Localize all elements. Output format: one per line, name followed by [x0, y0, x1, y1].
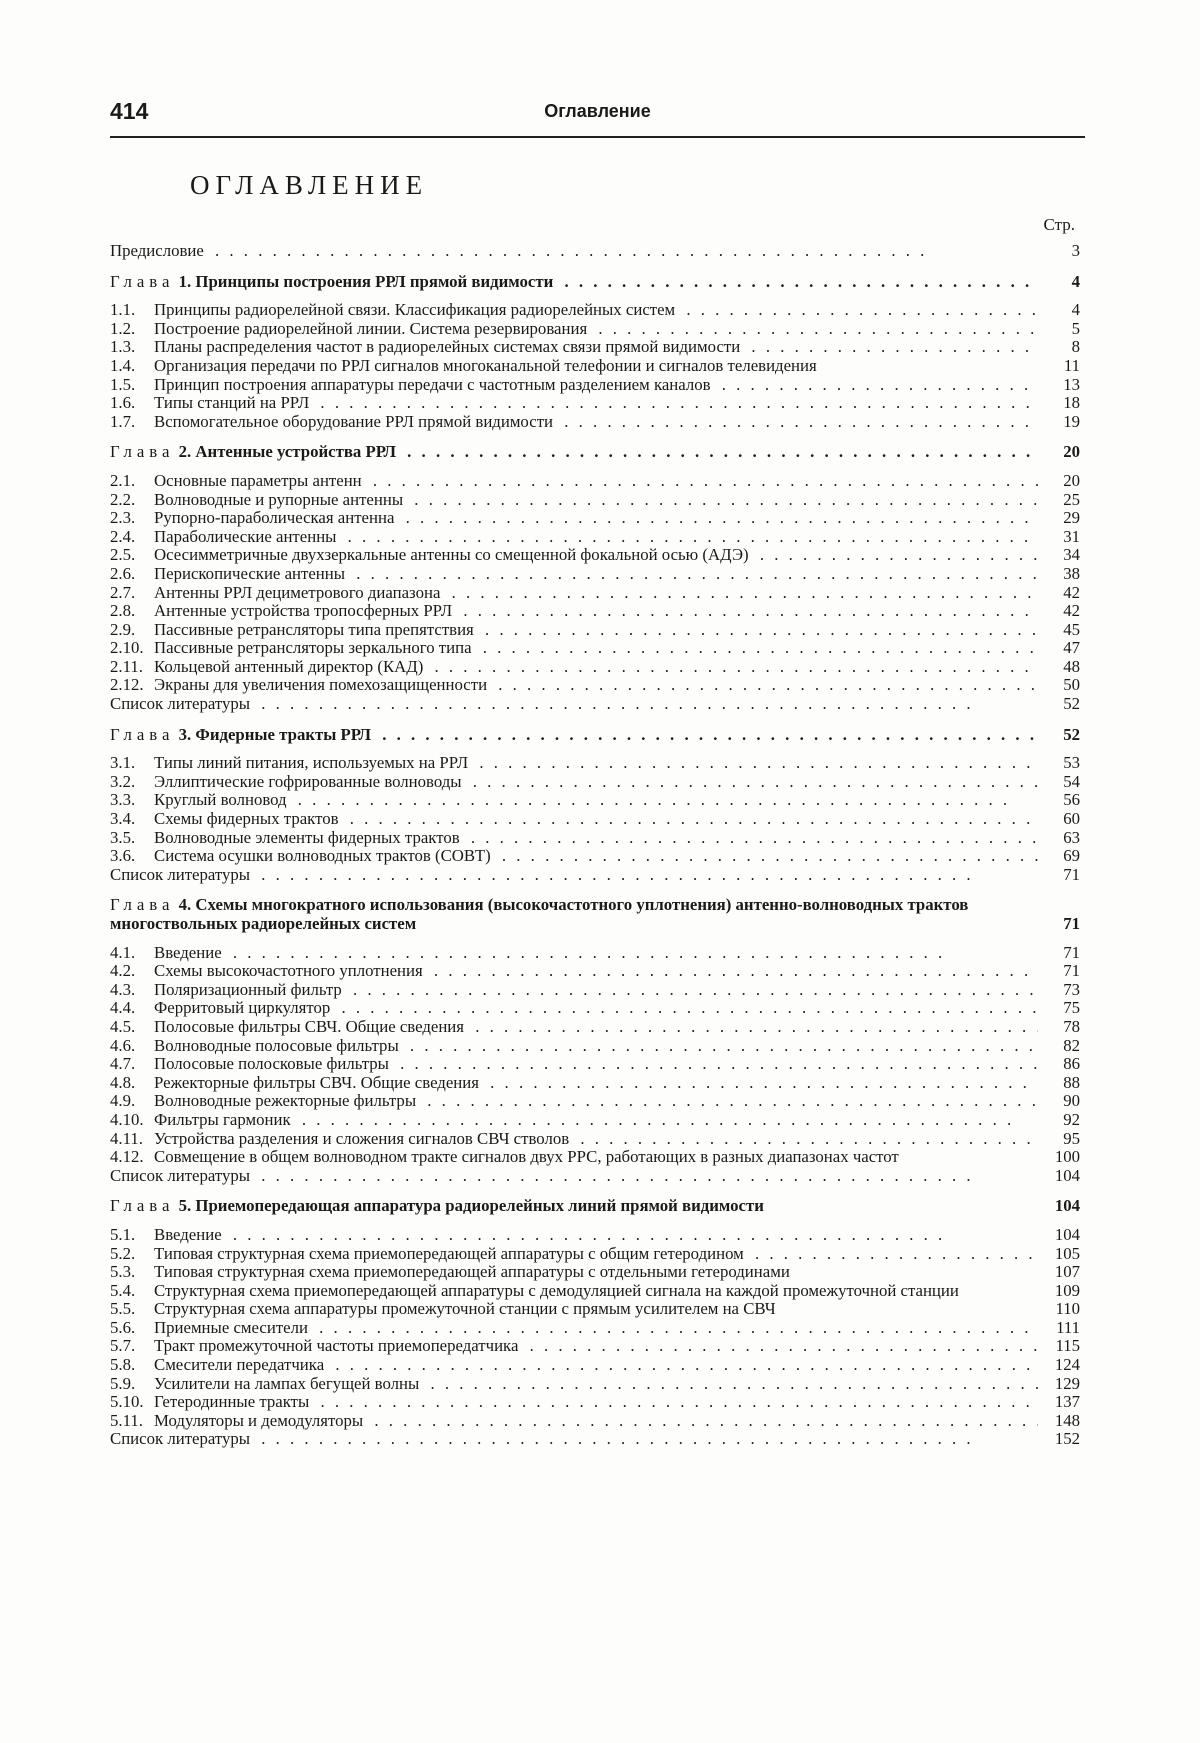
entry-page: 124: [1054, 1355, 1080, 1375]
entry-title: Полосовые полосковые фильтры . .: [154, 1055, 1038, 1074]
entry-page: 152: [1054, 1429, 1080, 1449]
toc-entry: [110, 621, 1080, 640]
entry-page: 8: [1071, 337, 1080, 357]
page-column-label: Стр.: [1043, 215, 1075, 234]
toc-entry: [110, 1300, 1080, 1319]
entry-number: 5.4.: [110, 1280, 136, 1300]
toc-entry: [110, 1282, 1080, 1301]
toc-entry: [110, 1375, 1080, 1394]
entry-title: Антенные устройства тропосферных РРЛ . .: [154, 602, 1038, 621]
entry-page: 110: [1055, 1299, 1080, 1319]
entry-title: Усилители на лампах бегущей волны . .: [154, 1375, 1038, 1394]
entry-page: 109: [1054, 1280, 1080, 1300]
toc-entry: [110, 320, 1080, 339]
entry-page: 11: [1063, 355, 1080, 375]
toc-entry: [110, 394, 1080, 413]
entry-title: [110, 273, 1038, 292]
toc-entry: [110, 1018, 1080, 1037]
entry-number: 5.3.: [110, 1262, 136, 1282]
entry-page: 56: [1063, 790, 1080, 810]
entry-page: 34: [1063, 545, 1080, 565]
entry-page: 100: [1054, 1147, 1080, 1167]
entry-page: 60: [1063, 809, 1080, 829]
page-number: 414: [110, 98, 149, 124]
entry-title: Ферритовый циркулятор . .: [154, 999, 1038, 1018]
entry-title: [110, 896, 1038, 933]
toc-entry: [110, 810, 1080, 829]
entry-number: 4.2.: [110, 961, 136, 981]
entry-title: Волноводные и рупорные антенны . .: [154, 491, 1038, 510]
chapter-word: Глава: [110, 443, 175, 462]
entry-page: 52: [1063, 724, 1080, 744]
entry-number: 4.6.: [110, 1035, 136, 1055]
toc-entry: [110, 1245, 1080, 1264]
entry-title: Приемные смесители . .: [154, 1319, 1038, 1338]
entry-page: 18: [1063, 393, 1080, 413]
chapter-title: 2. Антенные устройства РРЛ: [178, 443, 396, 462]
toc-entry: [110, 1148, 1080, 1167]
toc-entry: [110, 1263, 1080, 1282]
entry-title: Режекторные фильтры СВЧ. Общие сведения . .: [154, 1074, 1038, 1093]
entry-title: Тракт промежуточной частоты приемопередатчика . .: [154, 1337, 1038, 1356]
toc-bibliography: [110, 1430, 1080, 1449]
entry-number: 2.5.: [110, 545, 136, 565]
entry-page: 52: [1063, 694, 1080, 714]
toc-entry: [110, 1393, 1080, 1412]
entry-number: 4.5.: [110, 1016, 136, 1036]
toc-chapter: [110, 443, 1080, 462]
entry-title: Совмещение в общем волноводном тракте сигналов двух РРС, работающих в разных диапазонах частот: [154, 1148, 899, 1167]
toc-entry: [110, 639, 1080, 658]
entry-number: 2.7.: [110, 582, 136, 602]
entry-title: Экраны для увеличения помехозащищенности . .: [154, 676, 1038, 695]
header-rule: [110, 136, 1085, 138]
entry-number: 3.4.: [110, 809, 136, 829]
entry-title: Устройства разделения и сложения сигналов СВЧ стволов . .: [154, 1130, 1038, 1149]
entry-number: 3.1.: [110, 753, 136, 773]
toc-bibliography: [110, 695, 1080, 714]
toc-entry: [110, 944, 1080, 963]
toc-entry: [110, 1356, 1080, 1375]
entry-number: 1.5.: [110, 374, 136, 394]
entry-title: Планы распределения частот в радиорелейных системах связи прямой видимости . .: [154, 338, 1038, 357]
toc-entry: [110, 565, 1080, 584]
entry-title: [110, 1197, 1038, 1216]
entry-number: 2.2.: [110, 489, 136, 509]
entry-title: Волноводные режекторные фильтры . .: [154, 1092, 1038, 1111]
toc-entry: [110, 1111, 1080, 1130]
entry-title: Перископические антенны . .: [154, 565, 1038, 584]
entry-title: Пассивные ретрансляторы зеркального типа . .: [154, 639, 1038, 658]
toc-entry: [110, 999, 1080, 1018]
toc-entry: [110, 357, 1080, 376]
entry-number: 2.3.: [110, 508, 136, 528]
entry-number: 2.1.: [110, 470, 136, 490]
entry-number: 4.9.: [110, 1091, 136, 1111]
entry-number: 2.6.: [110, 563, 136, 583]
entry-number: 2.8.: [110, 601, 136, 621]
toc-title: ОГЛАВЛЕНИЕ: [190, 170, 429, 200]
toc-entry: [110, 829, 1080, 848]
entry-page: 137: [1054, 1392, 1080, 1412]
toc-chapter: [110, 726, 1080, 745]
entry-title: Построение радиорелейной линии. Система резервирования . .: [154, 320, 1038, 339]
entry-page: 71: [1063, 864, 1080, 884]
toc-entry: [110, 301, 1080, 320]
entry-number: 5.9.: [110, 1373, 136, 1393]
toc-entry: [110, 1337, 1080, 1356]
entry-page: 73: [1063, 979, 1080, 999]
entry-page: 13: [1063, 374, 1080, 394]
entry-page: 75: [1063, 998, 1080, 1018]
entry-title: Структурная схема приемопередающей аппаратуры с демодуляцией сигнала на каждой промежуточной станции: [154, 1281, 959, 1300]
entry-number: 4.11.: [110, 1128, 143, 1148]
toc-entry: [110, 472, 1080, 491]
entry-number: 5.10.: [110, 1392, 144, 1412]
entry-title: Принцип построения аппаратуры передачи с частотным разделением каналов . .: [154, 376, 1038, 395]
entry-number: 4.12.: [110, 1147, 144, 1167]
entry-number: 1.4.: [110, 355, 136, 375]
entry-page: 4: [1071, 300, 1080, 320]
chapter-title: 4. Схемы многократного использования (высокочастотного уплотнения) антенно-волноводных трактов многоствольных радиорелейных систем: [110, 896, 969, 933]
entry-page: 86: [1063, 1054, 1080, 1074]
toc-entry: [110, 1055, 1080, 1074]
toc-entry: [110, 981, 1080, 1000]
toc-entry: [110, 962, 1080, 981]
toc-entry: [110, 528, 1080, 547]
entry-number: 1.3.: [110, 337, 136, 357]
toc-entry: [110, 1037, 1080, 1056]
entry-page: 42: [1063, 601, 1080, 621]
entry-page: 82: [1063, 1035, 1080, 1055]
toc-entry: [110, 602, 1080, 621]
entry-title: Типы станций на РРЛ . .: [154, 394, 1038, 413]
entry-title: Волноводные полосовые фильтры . .: [154, 1037, 1038, 1056]
entry-number: 5.11.: [110, 1410, 143, 1430]
entry-page: 63: [1063, 827, 1080, 847]
toc-bibliography: [110, 1167, 1080, 1186]
entry-page: 20: [1063, 470, 1080, 490]
entry-title: Пассивные ретрансляторы типа препятствия . .: [154, 621, 1038, 640]
chapter-title: 5. Приемопередающая аппаратура радиорелейных линий прямой видимости: [178, 1197, 764, 1216]
entry-title: Антенны РРЛ дециметрового диапазона . .: [154, 584, 1038, 603]
running-title: Оглавление: [544, 101, 651, 121]
entry-page: 38: [1063, 563, 1080, 583]
entry-title: Волноводные элементы фидерных трактов . .: [154, 829, 1038, 848]
toc-entry: [110, 1092, 1080, 1111]
entry-number: 5.7.: [110, 1336, 136, 1356]
entry-title: Схемы высокочастотного уплотнения . .: [154, 962, 1038, 981]
entry-page: 88: [1063, 1072, 1080, 1092]
entry-page: 104: [1054, 1224, 1080, 1244]
entry-page: 19: [1063, 411, 1080, 431]
entry-title: Эллиптические гофрированные волноводы . .: [154, 773, 1038, 792]
entry-page: 42: [1063, 582, 1080, 602]
entry-page: 78: [1063, 1016, 1080, 1036]
entry-page: 69: [1063, 846, 1080, 866]
entry-number: 5.5.: [110, 1299, 136, 1319]
toc-chapter: [110, 896, 1080, 933]
entry-number: 2.12.: [110, 675, 144, 695]
entry-title: Рупорно-параболическая антенна . .: [154, 509, 1038, 528]
entry-number: 2.9.: [110, 619, 136, 639]
toc-entry: [110, 584, 1080, 603]
entry-page: 95: [1063, 1128, 1080, 1148]
entry-number: 4.8.: [110, 1072, 136, 1092]
toc-entry: [110, 546, 1080, 565]
toc-entry: [110, 376, 1080, 395]
toc-entry: [110, 413, 1080, 432]
toc-chapter: [110, 1197, 1080, 1216]
entry-title: Полосовые фильтры СВЧ. Общие сведения . .: [154, 1018, 1038, 1037]
entry-page: 20: [1063, 442, 1080, 462]
toc-entry: [110, 658, 1080, 677]
entry-page: 54: [1063, 771, 1080, 791]
toc-bibliography: [110, 866, 1080, 885]
entry-title: Предисловие . .: [110, 242, 1038, 261]
entry-page: 31: [1063, 526, 1080, 546]
entry-page: 104: [1054, 1196, 1080, 1216]
entry-number: 4.4.: [110, 998, 136, 1018]
entry-page: 50: [1063, 675, 1080, 695]
entry-title: Осесимметричные двухзеркальные антенны со смещенной фокальной осью (АДЭ) . .: [154, 546, 1038, 565]
toc-entry: [110, 242, 1080, 261]
entry-title: Список литературы . .: [110, 866, 1038, 885]
entry-number: 4.10.: [110, 1109, 144, 1129]
entry-number: 3.5.: [110, 827, 136, 847]
toc-entry: [110, 847, 1080, 866]
toc-entry: [110, 773, 1080, 792]
entry-page: 111: [1056, 1317, 1080, 1337]
chapter-word: Глава: [110, 1197, 175, 1216]
entry-page: 129: [1054, 1373, 1080, 1393]
toc-entry: [110, 491, 1080, 510]
entry-page: 104: [1054, 1165, 1080, 1185]
entry-page: 5: [1071, 318, 1080, 338]
entry-number: 2.10.: [110, 638, 144, 658]
toc-entry: [110, 1074, 1080, 1093]
entry-page: 107: [1054, 1262, 1080, 1282]
entry-title: Модуляторы и демодуляторы . .: [154, 1412, 1038, 1431]
entry-title: Принципы радиорелейной связи. Классификация радиорелейных систем . .: [154, 301, 1038, 320]
chapter-word: Глава: [110, 272, 175, 291]
entry-title: Основные параметры антенн . .: [154, 472, 1038, 491]
entry-page: 48: [1063, 656, 1080, 676]
entry-title: Организация передачи по РРЛ сигналов многоканальной телефонии и сигналов телевидения: [154, 356, 817, 375]
entry-number: 1.2.: [110, 318, 136, 338]
entry-page: 92: [1063, 1109, 1080, 1129]
entry-page: 148: [1054, 1410, 1080, 1430]
entry-page: 3: [1071, 241, 1080, 260]
entry-title: Типовая структурная схема приемопередающей аппаратуры с общим гетеродином . .: [154, 1245, 1038, 1264]
entry-number: 5.2.: [110, 1243, 136, 1263]
entry-title: Список литературы . .: [110, 1167, 1038, 1186]
toc-entry: [110, 338, 1080, 357]
entry-number: 4.3.: [110, 979, 136, 999]
entry-title: Круглый волновод . .: [154, 791, 1038, 810]
entry-page: 53: [1063, 753, 1080, 773]
entry-page: 90: [1063, 1091, 1080, 1111]
toc-entry: [110, 1226, 1080, 1245]
entry-number: 5.6.: [110, 1317, 136, 1337]
entry-page: 105: [1054, 1243, 1080, 1263]
entry-page: 71: [1063, 942, 1080, 962]
entry-title: Кольцевой антенный директор (КАД) . .: [154, 658, 1038, 677]
entry-title: Список литературы . .: [110, 695, 1038, 714]
chapter-word: Глава: [110, 725, 175, 744]
entry-number: 1.1.: [110, 300, 136, 320]
toc-entry: [110, 1412, 1080, 1431]
entry-page: 45: [1063, 619, 1080, 639]
table-of-contents: [110, 242, 1080, 1459]
entry-title: [110, 443, 1038, 462]
entry-title: Параболические антенны . .: [154, 528, 1038, 547]
toc-entry: [110, 1130, 1080, 1149]
entry-title: Список литературы . .: [110, 1430, 1038, 1449]
entry-number: 5.8.: [110, 1355, 136, 1375]
toc-entry: [110, 754, 1080, 773]
toc-entry: [110, 1319, 1080, 1338]
toc-entry: [110, 676, 1080, 695]
entry-page: 47: [1063, 638, 1080, 658]
chapter-title: 1. Принципы построения РРЛ прямой видимости: [178, 272, 554, 291]
entry-number: 2.11.: [110, 656, 143, 676]
entry-number: 3.3.: [110, 790, 136, 810]
entry-number: 2.4.: [110, 526, 136, 546]
entry-page: 25: [1063, 489, 1080, 509]
entry-number: 3.2.: [110, 771, 136, 791]
entry-title: Гетеродинные тракты . .: [154, 1393, 1038, 1412]
entry-title: Введение . .: [154, 944, 1038, 963]
entry-title: Смесители передатчика . .: [154, 1356, 1038, 1375]
entry-page: 115: [1055, 1336, 1080, 1356]
entry-number: 1.7.: [110, 411, 136, 431]
entry-title: [110, 726, 1038, 745]
entry-title: Поляризационный фильтр . .: [154, 981, 1038, 1000]
entry-title: Типовая структурная схема приемопередающей аппаратуры с отдельными гетеродинами: [154, 1263, 790, 1282]
entry-title: Фильтры гармоник . .: [154, 1111, 1038, 1130]
entry-number: 4.7.: [110, 1054, 136, 1074]
running-head: [110, 98, 1085, 132]
entry-page: 71: [1063, 914, 1080, 933]
chapter-title: 3. Фидерные тракты РРЛ: [178, 725, 372, 744]
entry-title: Система осушки волноводных трактов (СОВТ) . .: [154, 847, 1038, 866]
toc-entry: [110, 509, 1080, 528]
toc-entry: [110, 791, 1080, 810]
entry-page: 29: [1063, 508, 1080, 528]
entry-number: 4.1.: [110, 942, 136, 962]
entry-title: Схемы фидерных трактов . .: [154, 810, 1038, 829]
entry-title: Введение . .: [154, 1226, 1038, 1245]
entry-number: 3.6.: [110, 846, 136, 866]
entry-title: Структурная схема аппаратуры промежуточной станции с прямым усилителем на СВЧ: [154, 1300, 776, 1319]
toc-chapter: [110, 273, 1080, 292]
entry-page: 71: [1063, 961, 1080, 981]
entry-page: 4: [1071, 271, 1080, 291]
entry-title: Типы линий питания, используемых на РРЛ . .: [154, 754, 1038, 773]
chapter-word: Глава: [110, 896, 175, 915]
entry-number: 5.1.: [110, 1224, 136, 1244]
entry-title: Вспомогательное оборудование РРЛ прямой видимости . .: [154, 413, 1038, 432]
entry-number: 1.6.: [110, 393, 136, 413]
